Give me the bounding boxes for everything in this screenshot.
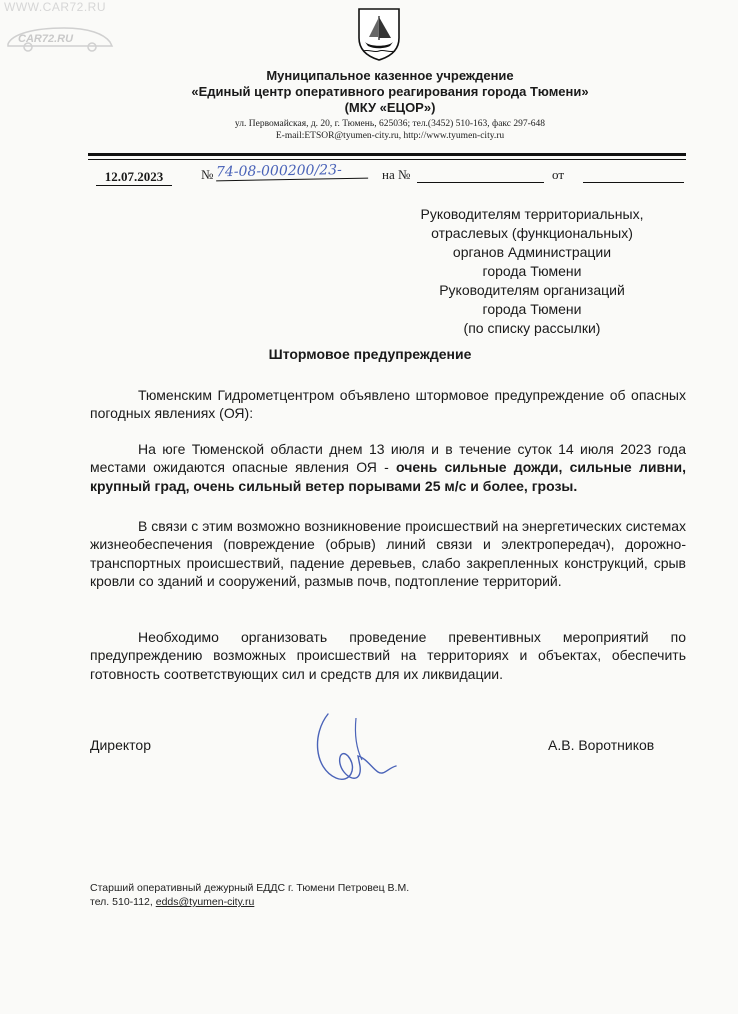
body-paragraph-2-hazards: очень сильные дожди, сильные ливни, крупный град, очень сильный ветер порывами 25 м/с и более, грозы. <box>90 459 687 494</box>
body-paragraph-4-text: Необходимо организовать проведение превентивных мероприятий по предупреждению возможных происшествий на территориях и объектах, обеспечить готовность соответствующих сил и средств для их ликвидации. <box>90 629 686 682</box>
addressee-line-1: Руководителям территориальных, <box>420 206 644 222</box>
org-name-line2: «Единый центр оперативного реагирования города Тюмени» <box>191 84 589 99</box>
addressee-line-3: органов Администрации <box>452 244 612 260</box>
addressee-line-4: города Тюмени <box>482 263 582 279</box>
signer-name: А.В. Воротников <box>548 737 655 753</box>
org-address: ул. Первомайская, д. 20, г. Тюмень, 625036; тел.(3452) 510-163, факс 297-648 <box>234 119 546 129</box>
executor-email-link[interactable]: edds@tyumen-city.ru <box>155 896 255 908</box>
reply-to-field-line <box>417 182 544 183</box>
watermark-url: WWW.CAR72.RU <box>4 0 106 14</box>
executor-contacts <box>90 896 254 908</box>
body-paragraph-2 <box>90 440 686 495</box>
body-paragraph-1 <box>90 386 686 423</box>
body-paragraph-2-text: На юге Тюменской области днем 13 июля и в течение суток 14 июля 2023 года местами ожидаются опасные явления ОЯ - <box>90 441 686 476</box>
signer-position: Директор <box>90 737 151 753</box>
document-title: Штормовое предупреждение <box>268 346 472 362</box>
addressee-line-6: города Тюмени <box>482 301 582 317</box>
reply-to-label: на № <box>382 167 411 182</box>
org-name-line3: (МКУ «ЕЦОР») <box>344 100 436 115</box>
header-rule-thin <box>88 159 686 160</box>
from-field-line <box>583 182 684 183</box>
header-rule-thick <box>88 153 686 156</box>
handwritten-signature <box>300 708 410 794</box>
body-paragraph-3 <box>90 517 686 591</box>
registration-number: 74-08-000200/23- <box>216 162 368 182</box>
addressee-line-5: Руководителям организаций <box>439 282 625 298</box>
body-paragraph-3-text: В связи с этим возможно возникновение происшествий на энергетических системах жизнеобеспечения (повреждение (обрыв) линий связи и электропередач), дорожно-транспортных происшествий, падение деревьев, слабо закрепленных конструкций, срыв кровли со зданий и сооружений, размыв почв, подтопление территорий. <box>90 518 686 590</box>
org-name-line1: Муниципальное казенное учреждение <box>266 68 514 83</box>
city-emblem-icon <box>356 6 402 62</box>
document-date: 12.07.2023 <box>96 169 172 186</box>
org-contacts: E-mail:ETSOR@tyumen-city.ru, http://www.tyumen-city.ru <box>275 131 505 141</box>
executor-info: Старший оперативный дежурный ЕДДС г. Тюмени Петровец В.М. <box>90 882 410 894</box>
addressee-line-7: (по списку рассылки) <box>463 320 601 336</box>
watermark-logo <box>4 22 116 52</box>
from-label: от <box>552 167 565 182</box>
body-paragraph-4 <box>90 628 686 683</box>
body-paragraph-1-text: Тюменским Гидрометцентром объявлено штормовое предупреждение об опасных погодных явлениях (ОЯ): <box>90 387 686 422</box>
number-label: № <box>201 167 214 182</box>
addressee-line-2: отраслевых (функциональных) <box>431 225 633 241</box>
executor-phone: тел. 510-112, <box>90 896 156 908</box>
watermark-logo-text: CAR72.RU <box>18 33 74 45</box>
